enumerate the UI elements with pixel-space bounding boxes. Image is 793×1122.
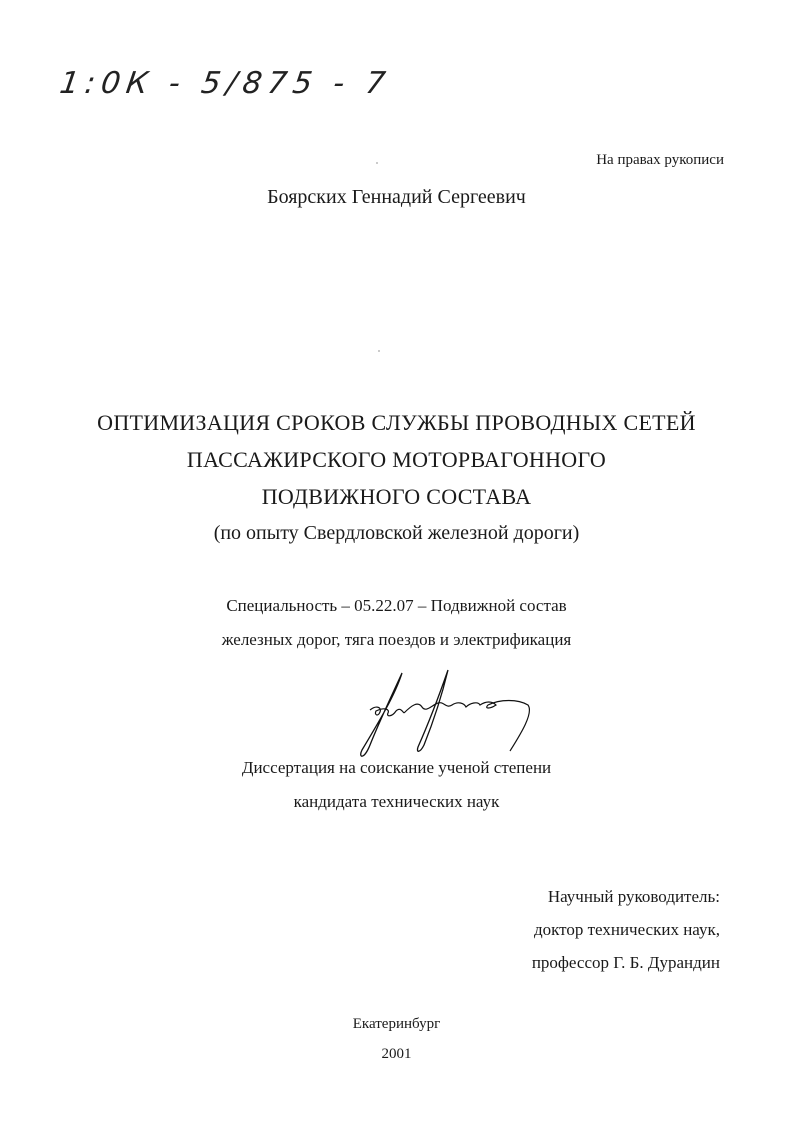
title-line-1: ОПТИМИЗАЦИЯ СРОКОВ СЛУЖБЫ ПРОВОДНЫХ СЕТЕЙ — [97, 410, 696, 435]
advisor-degree: доктор технических наук, — [533, 920, 720, 939]
title-subtitle: (по опыту Свердловской железной дороги) — [213, 522, 580, 544]
specialty-line-2: железных дорог, тяга поездов и электрификация — [221, 630, 572, 649]
scan-speck — [376, 162, 378, 164]
degree-line-2: кандидата технических наук — [293, 792, 500, 811]
city: Екатеринбург — [352, 1016, 441, 1032]
archive-code: 1:0К - 5/875 - 7 — [57, 66, 394, 101]
advisor-name: профессор Г. Б. Дурандин — [531, 953, 720, 972]
specialty-line-1: Специальность – 05.22.07 – Подвижной состав — [226, 596, 567, 615]
rights-notice: На правах рукописи — [596, 152, 724, 168]
title-line-2: ПАССАЖИРСКОГО МОТОРВАГОННОГО — [186, 447, 607, 472]
author-name: Боярских Геннадий Сергеевич — [267, 186, 526, 208]
title-line-3: ПОДВИЖНОГО СОСТАВА — [261, 484, 532, 509]
advisor-label: Научный руководитель: — [547, 887, 720, 906]
year: 2001 — [381, 1046, 412, 1062]
scan-speck — [378, 350, 380, 352]
signature-image — [340, 665, 540, 765]
degree-line-1: Диссертация на соискание ученой степени — [241, 758, 552, 777]
